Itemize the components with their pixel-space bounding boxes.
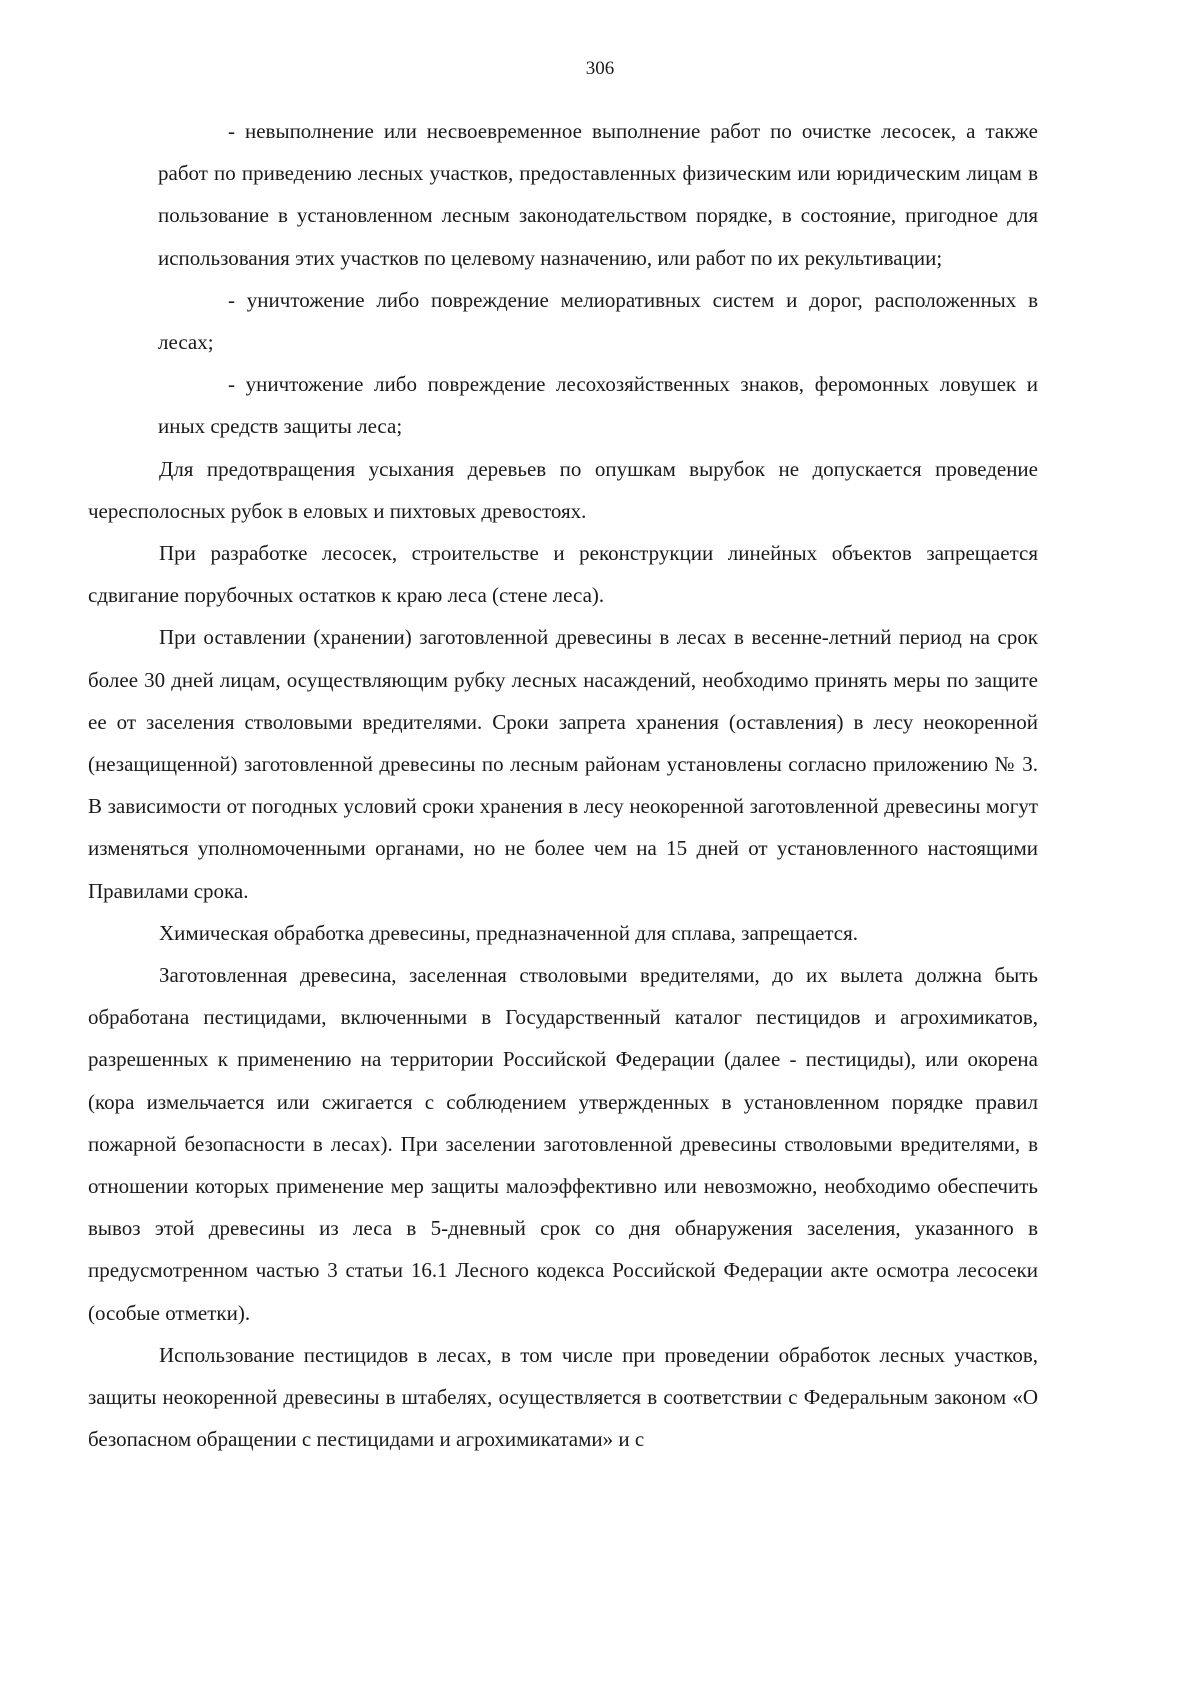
page-number: 306 [585,58,615,79]
list-item-cleanup: - невыполнение или несвоевременное выполнение работ по очистке лесосек, а также работ по приведению лесных участков, предоставленных физическим или юридическим лицам в пользование в установленном лесным законодательством порядке, в состояние, пригодное для использования этих участков по целевому назначению, или работ по их рекультивации; [158,119,1038,270]
paragraph-pesticide-use: Использование пестицидов в лесах, в том числе при проведении обработок лесных участков, защиты неокоренной древесины в штабелях, осуществляется в соответствии с Федеральным законом «О безопасном обращении с пестицидами и агрохимикатами» и с [88,1342,1038,1452]
list-item-forest-signs: - уничтожение либо повреждение лесохозяйственных знаков, феромонных ловушек и иных средств защиты леса; [158,372,1038,439]
document-body [88,110,1038,1461]
paragraph-drying-prevention: Для предотвращения усыхания деревьев по опушкам вырубок не допускается проведение чересполосных рубок в еловых и пихтовых древостоях. [88,456,1038,523]
paragraph-timber-storage: При оставлении (хранении) заготовленной древесины в лесах в весенне-летний период на срок более 30 дней лицам, осуществляющим рубку лесных насаждений, необходимо принять меры по защите ее от заселения стволовыми вредителями. Сроки запрета хранения (оставления) в лесу неокоренной (незащищенной) заготовленной древесины по лесным районам установлены согласно приложению № 3. В зависимости от погодных условий сроки хранения в лесу неокоренной заготовленной древесины могут изменяться уполномоченными органами, но не более чем на 15 дней от установленного настоящими Правилами срока. [88,625,1038,903]
paragraph-pest-infestation: Заготовленная древесина, заселенная стволовыми вредителями, до их вылета должна быть обработана пестицидами, включенными в Государственный каталог пестицидов и агрохимикатов, разрешенных к применению на территории Российской Федерации (далее - пестициды), или окорена (кора измельчается или сжигается с соблюдением утвержденных в установленном порядке правил пожарной безопасности в лесах). При заселении заготовленной древесины стволовыми вредителями, в отношении которых применение мер защиты малоэффективно или невозможно, необходимо обеспечить вывоз этой древесины из леса в 5-дневный срок со дня обнаружения заселения, указанного в предусмотренном частью 3 статьи 16.1 Лесного кодекса Российской Федерации акте осмотра лесосеки (особые отметки). [88,963,1038,1325]
paragraph-chemical-treatment: Химическая обработка древесины, предназначенной для сплава, запрещается. [159,920,859,945]
list-item-melioration: - уничтожение либо повреждение мелиоративных систем и дорог, расположенных в лесах; [158,287,1038,355]
paragraph-logging-residues: При разработке лесосек, строительстве и реконструкции линейных объектов запрещается сдвигание порубочных остатков к краю леса (стене леса). [88,541,1038,608]
